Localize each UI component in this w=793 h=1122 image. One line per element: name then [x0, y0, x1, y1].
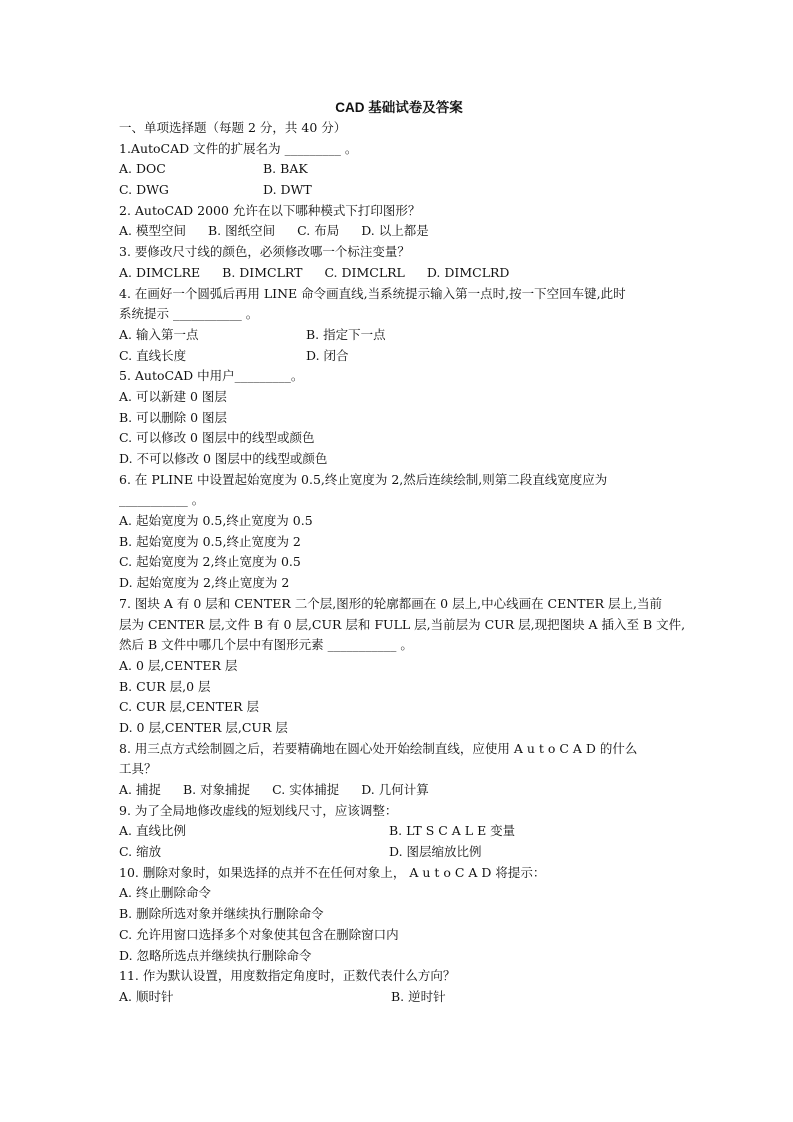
- option-a: A. 可以新建 0 图层: [119, 388, 227, 404]
- question-7-stem-line-3: 然后 B 文件中哪几个层中有图形元素 ___________ 。: [119, 637, 413, 653]
- question-6-stem-line-1: 6. 在 PLINE 中设置起始宽度为 0.5,终止宽度为 2,然后连续绘制,则第二段直线宽度应为: [119, 471, 608, 487]
- option-c: C. DWG: [119, 182, 169, 198]
- option-b: B. 起始宽度为 0.5,终止宽度为 2: [119, 533, 301, 549]
- option-a: A. 顺时针: [119, 988, 174, 1004]
- question-2-options: [119, 221, 679, 242]
- option-c: C. 缩放: [119, 844, 162, 860]
- option-a: A. 0 层,CENTER 层: [119, 657, 238, 673]
- option-b: B. BAK: [263, 161, 308, 177]
- option-b: B. 指定下一点: [306, 326, 386, 342]
- option-d: D. 闭合: [306, 347, 349, 363]
- question-10-stem: 10. 删除对象时，如果选择的点并不在任何对象上， A u t o C A D 将提示：: [119, 864, 546, 880]
- question-8-stem-line-2: 工具？: [119, 761, 157, 777]
- question-3-options: [119, 263, 679, 284]
- question-11-options: [119, 987, 679, 1008]
- question-11-stem: 11. 作为默认设置，用度数指定角度时，正数代表什么方向？: [119, 968, 456, 984]
- option-d: D. 几何计算: [361, 782, 429, 797]
- option-c: C. 起始宽度为 2,终止宽度为 0.5: [119, 554, 301, 570]
- question-7-stem-line-2: 层为 CENTER 层,文件 B 有 0 层,CUR 层和 FULL 层,当前层为 CUR 层,现把图块 A 插入至 B 文件,: [119, 616, 686, 632]
- document-title: CAD 基础试卷及答案: [335, 100, 463, 115]
- question-5-stem: 5. AutoCAD 中用户_________。: [119, 368, 304, 384]
- question-4-stem-line-2: 系统提示 ___________ 。: [119, 306, 259, 322]
- question-7-stem-line-1: 7. 图块 A 有 0 层和 CENTER 二个层,图形的轮廓都画在 0 层上,中心线画在 CENTER 层上,当前: [119, 595, 662, 611]
- option-a: A. 终止删除命令: [119, 885, 211, 901]
- option-a: A. DIMCLRE: [119, 264, 201, 280]
- option-b: B. 逆时针: [391, 988, 446, 1004]
- question-6-stem-line-2: ___________ 。: [119, 492, 205, 508]
- option-d: D. DIMCLRD: [426, 264, 510, 280]
- option-b: B. 删除所选对象并继续执行删除命令: [119, 906, 324, 922]
- option-d: D. 起始宽度为 2,终止宽度为 2: [119, 575, 290, 591]
- option-a: A. 起始宽度为 0.5,终止宽度为 0.5: [119, 513, 313, 529]
- option-a: A. 捕捉: [119, 782, 161, 797]
- question-1-stem: 1.AutoCAD 文件的扩展名为 _________ 。: [119, 140, 358, 156]
- option-b: B. CUR 层,0 层: [119, 678, 211, 694]
- option-a: A. 模型空间: [119, 223, 186, 239]
- option-d: D. 以上都是: [361, 223, 429, 239]
- option-c: C. 允许用窗口选择多个对象使其包含在删除窗口内: [119, 926, 399, 942]
- section-heading: 一、单项选择题（每题 2 分，共 40 分）: [119, 120, 347, 135]
- option-d: D. 图层缩放比例: [389, 844, 482, 860]
- question-9-stem: 9. 为了全局地修改虚线的短划线尺寸，应该调整：: [119, 802, 398, 818]
- option-d: D. 不可以修改 0 图层中的线型或颜色: [119, 451, 328, 466]
- question-4-options-row-1: [119, 325, 679, 346]
- option-b: B. 对象捕捉: [182, 782, 251, 797]
- option-b: B. DIMCLRT: [222, 264, 303, 280]
- option-b: B. 图纸空间: [207, 223, 276, 239]
- option-d: D. 0 层,CENTER 层,CUR 层: [119, 719, 288, 735]
- option-d: D. DWT: [263, 182, 312, 198]
- option-b: B. LT S C A L E 变量: [389, 823, 516, 839]
- option-c: C. 直线长度: [119, 347, 187, 363]
- option-a: A. 直线比例: [119, 823, 186, 839]
- exam-content: [119, 98, 686, 1008]
- option-c: C. 实体捕捉: [272, 782, 340, 797]
- question-4-options-row-2: [119, 346, 679, 367]
- question-1-options-row-1: [119, 159, 679, 180]
- option-c: C. 布局: [297, 223, 340, 239]
- question-2-stem: 2. AutoCAD 2000 允许在以下哪种模式下打印图形？: [119, 202, 421, 218]
- option-a: A. DOC: [119, 161, 166, 177]
- question-9-options-row-1: [119, 821, 679, 842]
- question-1-options-row-2: [119, 180, 679, 201]
- question-4-stem-line-1: 4. 在画好一个圆弧后再用 LINE 命令画直线,当系统提示输入第一点时,按一下空回车键,此时: [119, 285, 626, 301]
- option-c: C. DIMCLRL: [324, 264, 405, 280]
- question-9-options-row-2: [119, 842, 679, 863]
- question-8-options: [119, 780, 679, 801]
- question-3-stem: 3. 要修改尺寸线的颜色，必须修改哪一个标注变量？: [119, 244, 410, 260]
- option-d: D. 忽略所选点并继续执行删除命令: [119, 947, 312, 963]
- question-8-stem-line-1: 8. 用三点方式绘制圆之后，若要精确地在圆心处开始绘制直线，应使用 A u t o C A D 的什么: [119, 740, 638, 756]
- option-c: C. 可以修改 0 图层中的线型或颜色: [119, 430, 315, 446]
- option-c: C. CUR 层,CENTER 层: [119, 699, 259, 715]
- option-b: B. 可以删除 0 图层: [119, 409, 228, 425]
- option-a: A. 输入第一点: [119, 326, 199, 342]
